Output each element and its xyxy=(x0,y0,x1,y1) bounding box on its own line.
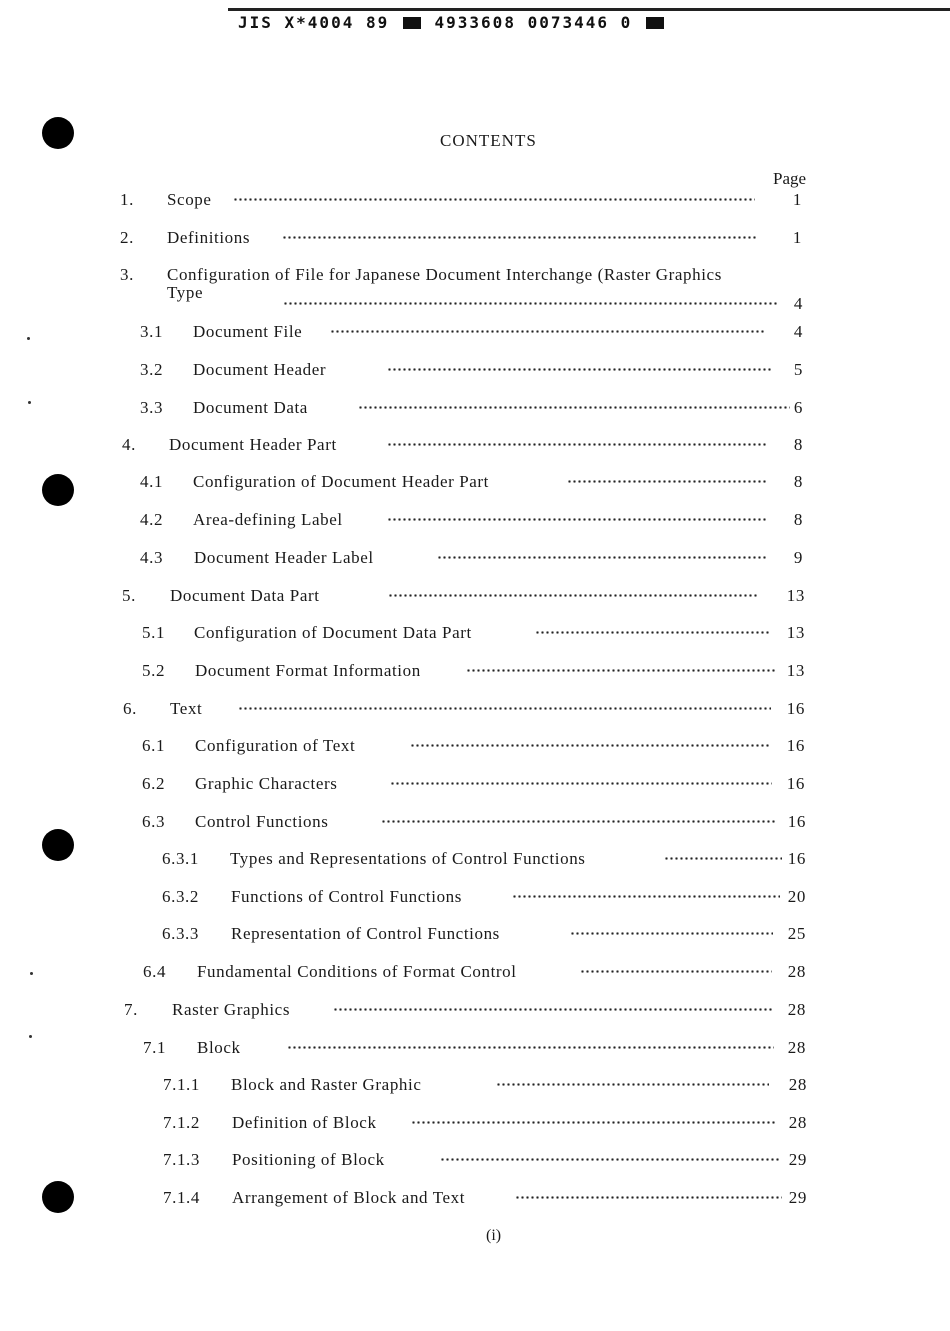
toc-entry-title: Functions of Control Functions xyxy=(231,887,462,906)
toc-leader-dots xyxy=(333,1008,774,1011)
toc-entry-number: 4.3 xyxy=(140,548,164,567)
toc-entry-page: 8 xyxy=(793,472,803,491)
toc-entry xyxy=(124,999,840,1021)
toc-entry xyxy=(163,1074,840,1096)
toc-entry-title: Text xyxy=(170,699,203,718)
toc-entry-number: 6.3.3 xyxy=(162,924,199,943)
toc-entry-number: 7.1.4 xyxy=(163,1188,200,1207)
toc-entry-page: 28 xyxy=(788,1113,807,1132)
toc-leader-dots xyxy=(664,857,782,860)
toc-entry-number: 4. xyxy=(122,435,136,454)
toc-entry-page: 28 xyxy=(787,1038,806,1057)
toc-entry-title: Configuration of Text xyxy=(195,736,356,755)
punch-hole-icon xyxy=(42,117,74,149)
toc-entry-page: 28 xyxy=(788,1075,807,1094)
toc-entry-number: 6.3 xyxy=(142,812,166,831)
toc-leader-dots xyxy=(535,631,769,634)
toc-entry-number: 5.2 xyxy=(142,661,166,680)
toc-entry-page: 4 xyxy=(793,322,803,341)
toc-entry xyxy=(143,1037,840,1059)
toc-entry-page: 20 xyxy=(787,887,806,906)
toc-entry-number: 7.1.1 xyxy=(163,1075,200,1094)
toc-entry-number: 5.1 xyxy=(142,623,166,642)
toc-entry-number: 5. xyxy=(122,586,136,605)
toc-entry-number: 6. xyxy=(123,699,137,718)
toc-entry-title: Graphic Characters xyxy=(195,774,338,793)
toc-entry-number: 3.1 xyxy=(140,322,164,341)
toc-entry-title: Types and Representations of Control Functions xyxy=(230,849,586,868)
toc-entry xyxy=(162,848,840,870)
black-square-icon xyxy=(646,17,664,29)
toc-entry xyxy=(122,585,840,607)
toc-leader-dots xyxy=(512,895,780,898)
toc-entry xyxy=(142,735,840,757)
toc-leader-dots xyxy=(440,1158,779,1161)
toc-entry xyxy=(142,811,840,833)
toc-entry-page: 13 xyxy=(786,661,805,680)
punch-hole-icon xyxy=(42,474,74,506)
scan-speck xyxy=(28,401,31,404)
toc-entry-number: 4.2 xyxy=(140,510,164,529)
toc-leader-dots xyxy=(410,744,770,747)
toc-entry-page: 28 xyxy=(787,962,806,981)
toc-leader-dots xyxy=(233,198,755,201)
toc-entry xyxy=(140,359,840,381)
toc-entry-page: 25 xyxy=(787,924,806,943)
toc-entry xyxy=(163,1149,840,1171)
toc-entry-title: Document Header xyxy=(193,360,327,379)
toc-entry xyxy=(163,1112,840,1134)
toc-entry-title: Block xyxy=(197,1038,241,1057)
toc-entry-page: 28 xyxy=(787,1000,806,1019)
toc-entry-title: Document Data Part xyxy=(170,586,320,605)
toc-entry-page: 13 xyxy=(786,586,805,605)
toc-entry xyxy=(142,660,840,682)
toc-entry-title: Configuration of File for Japanese Document Interchange (Raster Graphics xyxy=(167,265,722,284)
toc-entry-number: 6.4 xyxy=(143,962,167,981)
toc-leader-dots xyxy=(387,443,768,446)
toc-entry-page: 16 xyxy=(787,812,806,831)
toc-entry-page: 8 xyxy=(793,435,803,454)
page-column-label: Page xyxy=(773,169,807,188)
toc-entry-title: Fundamental Conditions of Format Control xyxy=(197,962,517,981)
scan-speck xyxy=(27,337,30,340)
toc-entry-page: 9 xyxy=(793,548,803,567)
page-title: CONTENTS xyxy=(440,131,537,150)
toc-entry-page: 16 xyxy=(787,849,806,868)
toc-entry-title: Raster Graphics xyxy=(172,1000,291,1019)
toc-entry-title: Document Data xyxy=(193,398,308,417)
toc-entry-title: Document File xyxy=(193,322,303,341)
toc-entry-number: 3.2 xyxy=(140,360,164,379)
top-border-line xyxy=(228,8,950,11)
toc-entry-number: 7.1 xyxy=(143,1038,167,1057)
toc-entry-number: 6.3.2 xyxy=(162,887,199,906)
toc-leader-dots xyxy=(567,480,766,483)
toc-entry-title: Scope xyxy=(167,190,212,209)
toc-entry xyxy=(142,773,840,795)
toc-entry-page: 16 xyxy=(786,699,805,718)
toc-leader-dots xyxy=(388,594,758,597)
toc-entry-page: 1 xyxy=(792,228,802,247)
toc-entry-page: 16 xyxy=(786,774,805,793)
scan-speck xyxy=(30,972,33,975)
toc-entry-number: 2. xyxy=(120,228,134,247)
toc-entry xyxy=(122,434,840,456)
toc-entry-page: 5 xyxy=(793,360,803,379)
toc-leader-dots xyxy=(570,932,773,935)
toc-entry xyxy=(143,961,840,983)
toc-entry-title: Document Header Part xyxy=(169,435,337,454)
toc-entry xyxy=(142,622,840,644)
toc-entry-page: 6 xyxy=(793,398,803,417)
scan-speck xyxy=(29,1035,32,1038)
document-header-code xyxy=(238,13,666,33)
toc-entry-page: 1 xyxy=(792,190,802,209)
toc-entry-page: 16 xyxy=(786,736,805,755)
toc-leader-dots xyxy=(238,707,771,710)
toc-leader-dots xyxy=(381,820,777,823)
toc-entry-page: 8 xyxy=(793,510,803,529)
toc-entry-title: Configuration of Document Data Part xyxy=(194,623,472,642)
toc-leader-dots xyxy=(283,302,777,305)
toc-entry xyxy=(123,698,840,720)
header-code-part1: JIS X*4004 89 xyxy=(238,13,390,32)
toc-entry-number: 7. xyxy=(124,1000,138,1019)
toc-entry-number: 6.2 xyxy=(142,774,166,793)
toc-leader-dots xyxy=(437,556,768,559)
toc-entry-page: 13 xyxy=(786,623,805,642)
toc-leader-dots xyxy=(515,1196,782,1199)
toc-entry xyxy=(140,397,840,419)
toc-entry-number: 3. xyxy=(120,265,134,284)
toc-entry-3-continuation: Type xyxy=(167,283,204,302)
toc-entry xyxy=(162,886,840,908)
toc-entry-title: Area-defining Label xyxy=(193,510,343,529)
toc-entry xyxy=(120,189,840,211)
toc-entry-number: 7.1.2 xyxy=(163,1113,200,1132)
toc-entry-number: 4.1 xyxy=(140,472,164,491)
toc-entry xyxy=(140,321,840,343)
punch-hole-icon xyxy=(42,1181,74,1213)
toc-entry-number: 7.1.3 xyxy=(163,1150,200,1169)
toc-entry-number: 3.3 xyxy=(140,398,164,417)
toc-entry-number: 6.1 xyxy=(142,736,166,755)
toc-entry-title: Definitions xyxy=(167,228,251,247)
toc-leader-dots xyxy=(287,1046,774,1049)
black-square-icon xyxy=(403,17,421,29)
toc-entry-title: Control Functions xyxy=(195,812,329,831)
punch-hole-icon xyxy=(42,829,74,861)
toc-leader-dots xyxy=(580,970,772,973)
toc-entry-title: Configuration of Document Header Part xyxy=(193,472,490,491)
toc-entry-title: Arrangement of Block and Text xyxy=(232,1188,466,1207)
toc-entry-number: 6.3.1 xyxy=(162,849,199,868)
toc-entry-title: Document Format Information xyxy=(195,661,421,680)
toc-entry-title: Block and Raster Graphic xyxy=(231,1075,422,1094)
toc-entry-page: 29 xyxy=(788,1188,807,1207)
toc-leader-dots xyxy=(390,782,772,785)
toc-entry-title: Representation of Control Functions xyxy=(231,924,500,943)
toc-entry xyxy=(163,1187,840,1209)
toc-entry-number: 1. xyxy=(120,190,134,209)
header-code-part2: 4933608 0073446 0 xyxy=(434,13,633,32)
toc-leader-dots xyxy=(387,368,771,371)
toc-leader-dots xyxy=(330,330,765,333)
toc-leader-dots xyxy=(387,518,767,521)
toc-entry-title: Positioning of Block xyxy=(232,1150,385,1169)
toc-entry xyxy=(140,547,840,569)
toc-leader-dots xyxy=(496,1083,769,1086)
toc-entry xyxy=(140,509,840,531)
toc-leader-dots xyxy=(358,406,790,409)
page-number-footer: (i) xyxy=(486,1227,502,1244)
toc-entry xyxy=(162,923,840,945)
toc-entry-page: 29 xyxy=(788,1150,807,1169)
toc-leader-dots xyxy=(411,1121,776,1124)
toc-leader-dots xyxy=(466,669,775,672)
toc-entry xyxy=(140,471,840,493)
toc-entry-title: Definition of Block xyxy=(232,1113,377,1132)
toc-leader-dots xyxy=(282,236,758,239)
toc-entry-page: 4 xyxy=(793,294,803,313)
toc-entry xyxy=(120,227,840,249)
toc-entry-title: Document Header Label xyxy=(194,548,374,567)
